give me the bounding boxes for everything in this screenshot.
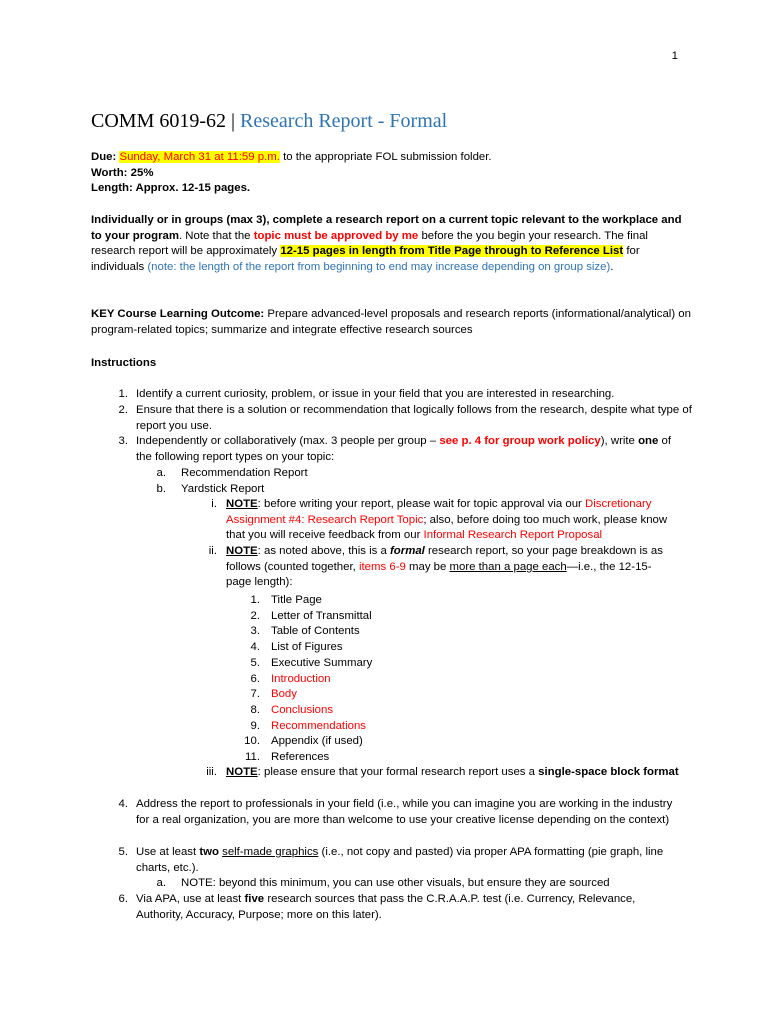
item-5a-letter: a. — [156, 877, 166, 889]
breakdown-item-label: Introduction — [271, 672, 331, 685]
breakdown-item-label: Conclusions — [271, 703, 334, 716]
breakdown-item-number: 2. — [250, 609, 260, 622]
outcome-label: KEY Course Learning Outcome: — [91, 308, 265, 320]
note-i-number: i. — [211, 498, 217, 510]
item-3a-letter: a. — [156, 467, 166, 479]
item-5-text: Use at least two self-made graphics (i.e., not copy and pasted) via proper APA formatting (pie graph, line charts, etc.). — [136, 846, 664, 874]
course-code: COMM 6019-62 — [91, 110, 227, 132]
breakdown-item-label: Recommendations — [271, 719, 366, 732]
intro-text-1: . Note that the — [178, 229, 251, 242]
item-2-text: Ensure that there is a solution or recommendation that logically follows from the research, despite what type of report you use. — [136, 404, 692, 432]
breakdown-item-number: 7. — [250, 688, 260, 701]
item-2-number: 2. — [118, 404, 128, 416]
breakdown-item-number: 8. — [250, 703, 260, 716]
breakdown-item-label: Body — [271, 688, 297, 701]
breakdown-item-number: 6. — [250, 672, 260, 685]
intro-paragraph — [91, 213, 691, 275]
breakdown-item-number: 5. — [250, 656, 260, 669]
item-1-number: 1. — [118, 388, 128, 400]
breakdown-item-label: Title Page — [271, 594, 322, 606]
assignment-meta — [91, 150, 691, 197]
due-line — [91, 150, 691, 166]
page-length-highlight: 12-15 pages in length from Title Page through to Reference List — [280, 245, 624, 258]
due-date: Sunday, March 31 at 11:59 p.m. — [119, 151, 280, 163]
due-suffix: to the appropriate FOL submission folder. — [283, 151, 492, 163]
intro-end: . — [610, 260, 614, 273]
page-title — [91, 108, 447, 134]
length-line: Length: Approx. 12-15 pages. — [91, 182, 251, 195]
breakdown-item-number: 4. — [250, 641, 260, 654]
breakdown-item-label: Appendix (if used) — [271, 735, 363, 748]
note-iii-number: iii. — [206, 766, 217, 778]
learning-outcome — [91, 307, 691, 338]
breakdown-item-label: Table of Contents — [271, 625, 360, 638]
note-i-text: NOTE: before writing your report, please wait for topic approval via our Discretionary Assignment #4: Research Report Topic; also, before doing too much work, please know that you will receive feedback from our Informal Research Report Proposal — [226, 498, 668, 542]
instructions-heading: Instructions — [91, 357, 157, 369]
page-number: 1 — [671, 50, 678, 62]
item-6-number: 6. — [118, 893, 128, 905]
note-iii-text: NOTE: please ensure that your formal research report uses a single-space block format — [226, 766, 679, 778]
item-6-text: Via APA, use at least five research sources that pass the C.R.A.A.P. test (i.e. Currency, Relevance, Authority, Accuracy, Purpose; more on this later). — [136, 893, 636, 921]
breakdown-item-number: 11. — [245, 751, 260, 763]
breakdown-item-label: References — [271, 751, 330, 763]
intro-bold: Individually or in groups (max 3), complete a research report on a current topic relevant to the workplace and to your program — [91, 214, 682, 242]
item-3-number: 3. — [118, 435, 128, 447]
breakdown-item-number: 10. — [244, 735, 260, 748]
group-size-note: (note: the length of the report from beginning to end may increase depending on group size) — [147, 260, 611, 273]
items-6-9-ref: items 6-9 — [358, 560, 406, 573]
breakdown-item-number: 3. — [250, 625, 260, 638]
breakdown-item-label: Letter of Transmittal — [271, 609, 372, 622]
item-3b-letter: b. — [156, 483, 166, 495]
breakdown-item-label: Executive Summary — [271, 656, 373, 669]
report-type-recommendation: Recommendation Report — [181, 467, 308, 479]
item-3-text: Independently or collaboratively (max. 3 people per group – see p. 4 for group work policy), write one of the following report types on your topic: — [136, 435, 672, 463]
item-5a-text: NOTE: beyond this minimum, you can use other visuals, but ensure they are sourced — [181, 877, 610, 889]
group-policy-link-text: see p. 4 for group work policy — [439, 435, 601, 447]
item-4-number: 4. — [118, 798, 128, 810]
breakdown-item-number: 1. — [250, 594, 260, 606]
worth-line: Worth: 25% — [91, 166, 154, 179]
intro-text-2: before the you begin your research. The final research report will be approximately — [91, 229, 648, 258]
due-label: Due: — [91, 151, 117, 163]
note-ii-text: NOTE: as noted above, this is a formal research report, so your page breakdown is as follows (counted together, items 6-9 may be more than a page each—i.e., the 12-15-page length): — [226, 545, 663, 589]
intro-text-3: for individuals — [91, 245, 640, 273]
outcome-text: Prepare advanced-level proposals and research reports (informational/analytical) on program-related topics; summarize and integrate effective research sources — [91, 308, 691, 336]
breakdown-item-number: 9. — [250, 719, 260, 732]
note-ii-number: ii. — [208, 545, 217, 557]
topic-approval-note: topic must be approved by me — [253, 229, 419, 242]
item-4-text: Address the report to professionals in your field (i.e., while you can imagine you are working in the industry for a real organization, you are more than welcome to use your creative license depending on the context) — [136, 798, 673, 826]
report-type-yardstick: Yardstick Report — [181, 483, 265, 495]
topic-assignment-ref: Discretionary Assignment #4: Research Report Topic — [226, 498, 652, 526]
item-1-text: Identify a current curiosity, problem, or issue in your field that you are interested in researching. — [136, 388, 615, 400]
title-separator: | — [231, 110, 236, 132]
proposal-ref: Informal Research Report Proposal — [423, 529, 603, 542]
breakdown-item-label: List of Figures — [271, 641, 343, 654]
item-5-number: 5. — [118, 846, 128, 858]
assignment-name: Research Report - Formal — [240, 110, 448, 132]
